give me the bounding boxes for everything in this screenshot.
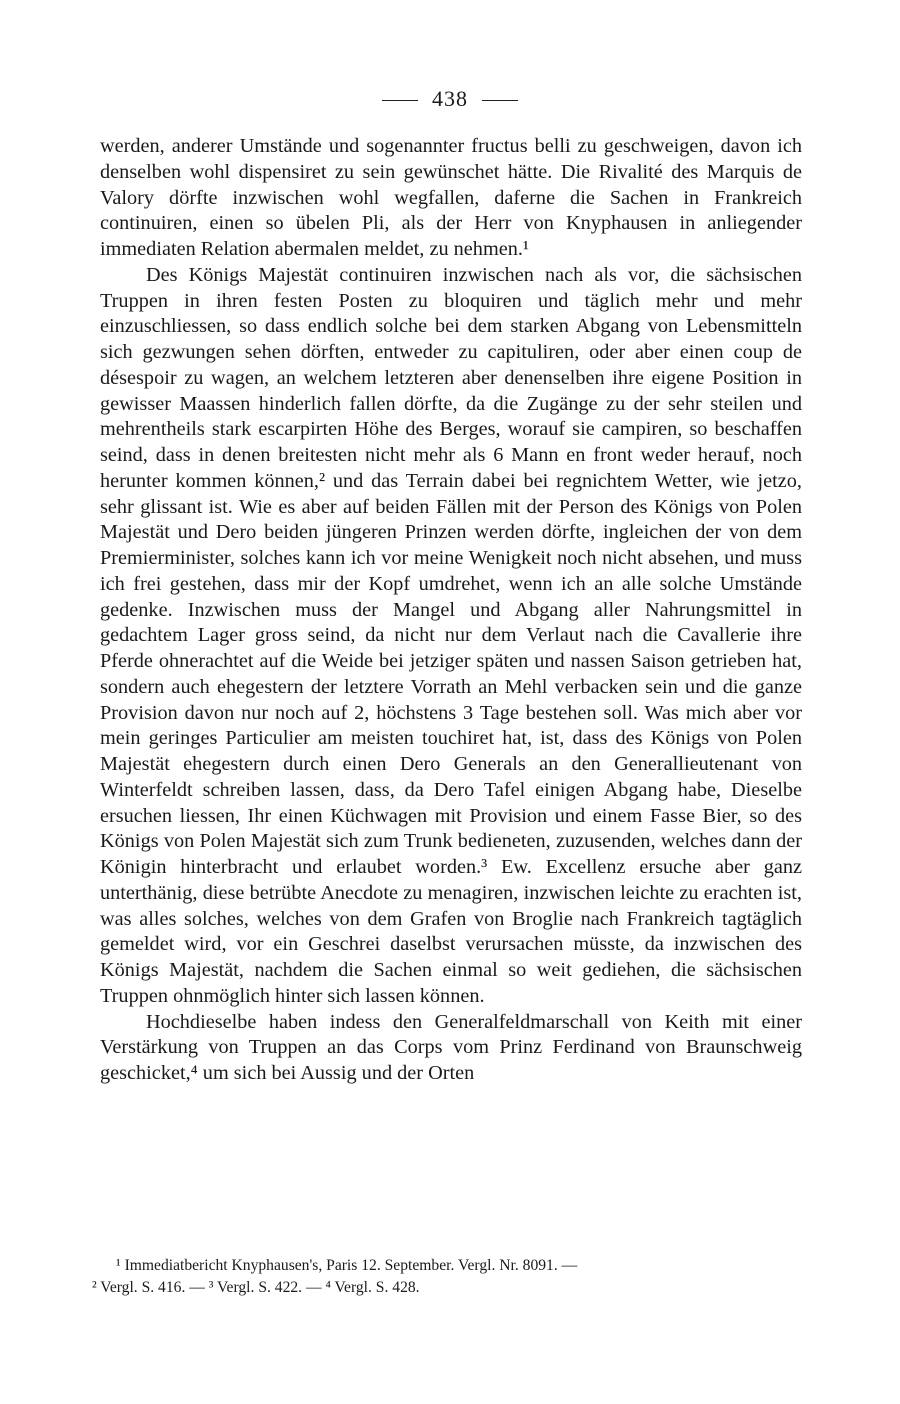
header-rule-left	[382, 100, 418, 101]
footnote-line: ² Vergl. S. 416. — ³ Vergl. S. 422. — ⁴ Vergl. S. 428.	[92, 1279, 420, 1296]
page-number: 438	[432, 86, 468, 111]
paragraph: werden, anderer Umstände und sogenannter fructus belli zu geschweigen, davon ich denselben wohl dispensiret zu sein gewünschet hätte. Die Rivalité des Marquis de Valory dörfte inzwischen wohl wegfallen, daferne die Sachen in Frankreich continuiren, einen so übelen Pli, als der Herr von Knyphausen in anliegender immediaten Relation abermalen meldet, zu nehmen.¹	[100, 135, 802, 260]
header-rule-right	[482, 100, 518, 101]
footnotes	[92, 1255, 804, 1299]
footnote-line: ¹ Immediatbericht Knyphausen's, Paris 12. September. Vergl. Nr. 8091. —	[116, 1257, 578, 1274]
body-text	[100, 134, 802, 1087]
paragraph: Hochdieselbe haben indess den Generalfeldmarschall von Keith mit einer Verstärkung von Truppen an das Corps vom Prinz Ferdinand von Braunschweig geschicket,⁴ um sich bei Aussig und der Orten	[100, 1010, 802, 1084]
page-header	[0, 86, 900, 112]
paragraph: Des Königs Majestät continuiren inzwischen nach als vor, die sächsischen Truppen in ihren festen Posten zu bloquiren und täglich mehr und mehr einzuschliessen, so dass endlich solche bei dem starken Abgang von Lebensmitteln sich gezwungen sehen dörften, entweder zu capituliren, oder aber einen coup de désespoir zu wagen, an welchem letzteren aber denenselben ihre eigene Position in gewisser Maassen hinderlich fallen dörfte, da die Zugänge zu der sehr steilen und mehrentheils stark escarpirten Höhe des Berges, worauf sie campiren, so beschaffen seind, dass in denen breitesten nicht mehr als 6 Mann en front weder herauf, noch herunter kommen können,² und das Terrain dabei bei regnichtem Wetter, wie jetzo, sehr glissant ist. Wie es aber auf beiden Fällen mit der Person des Königs von Polen Majestät und Dero beiden jüngeren Prinzen werden dörfte, ingleichen der von dem Premierminister, solches kann ich vor meine Wenigkeit noch nicht absehen, und muss ich frei gestehen, dass mir der Kopf umdrehet, wenn ich an alle solche Umstände gedenke. Inzwischen muss der Mangel und Abgang aller Nahrungsmittel in gedachtem Lager gross seind, da nicht nur dem Verlaut nach die Cavallerie ihre Pferde ohnerachtet auf die Weide bei jetziger späten und nassen Saison getrieben hat, sondern auch ehegestern der letztere Vorrath an Mehl verbacken sein und die ganze Provision davon nur noch auf 2, höchstens 3 Tage bestehen soll. Was mich aber vor mein geringes Particulier am meisten touchiret hat, ist, dass des Königs von Polen Majestät ehegestern durch einen Dero Generals an den Generallieutenant von Winterfeldt schreiben lassen, dass, da Dero Tafel einigen Abgang habe, Dieselbe ersuchen liessen, Ihr einen Küchwagen mit Provision und einem Fasse Bier, so des Königs von Polen Majestät sich zum Trunk bedieneten, zuzusenden, welches dann der Königin hinterbracht und erlaubet worden.³ Ew. Excellenz ersuche aber ganz unterthänig, diese betrübte Anecdote zu menagiren, inzwischen leichte zu erachten ist, was alles solches, welches von dem Grafen von Broglie nach Frankreich tagtäglich gemeldet wird, vor ein Geschrei daselbst verursachen müsste, da inzwischen des Königs Majestät, nachdem die Sachen einmal so weit gediehen, die sächsischen Truppen ohnmöglich hinter sich lassen können.	[100, 263, 802, 1007]
